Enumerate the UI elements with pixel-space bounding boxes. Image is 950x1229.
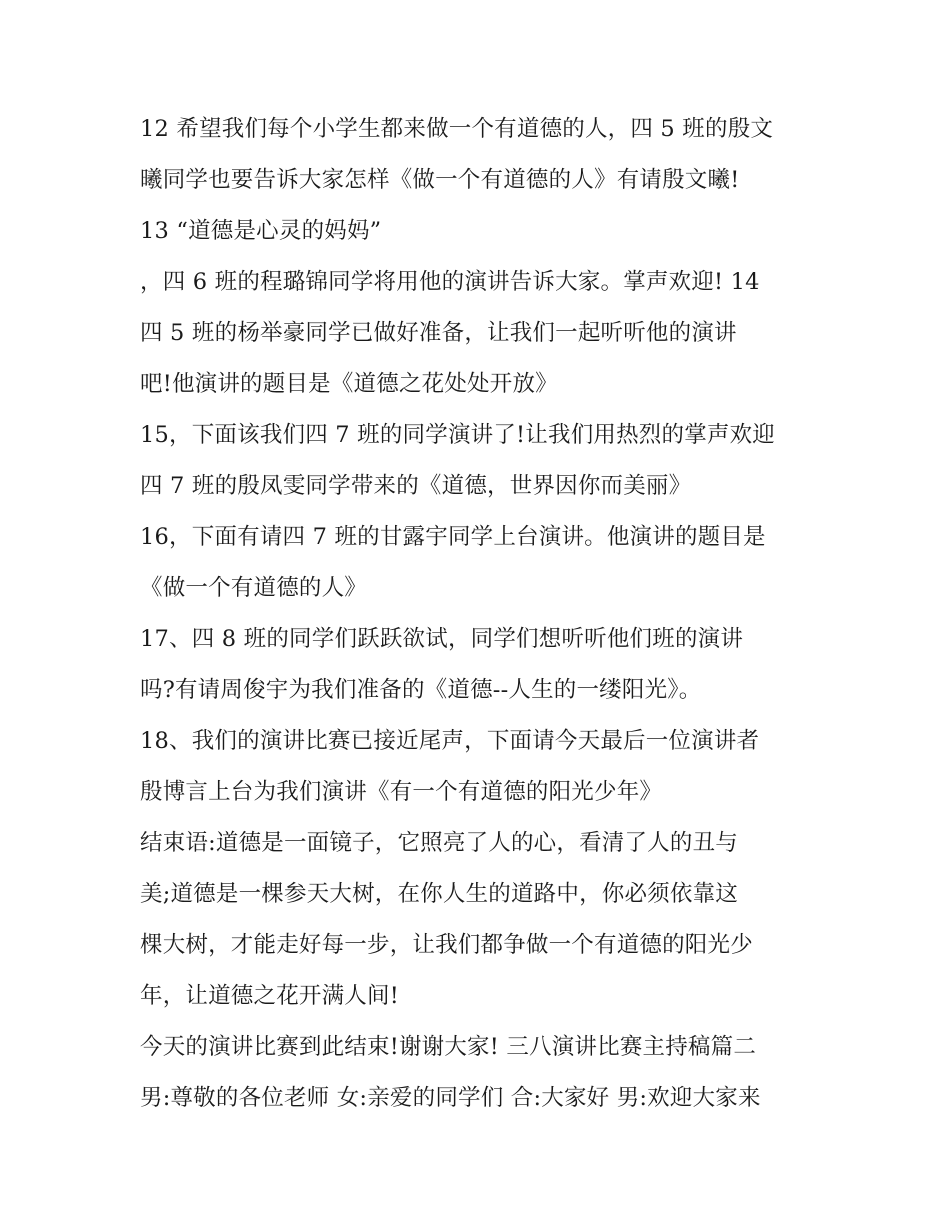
text-line: 殷博言上台为我们演讲《有一个有道德的阳光少年》 [140,779,663,805]
text-line: 17、四 8 班的同学们跃跃欲试，同学们想听听他们班的演讲 [140,626,744,652]
text-line: 四 5 班的杨举豪同学已做好准备，让我们一起听听他的演讲 [140,320,737,346]
text-line: 12 希望我们每个小学生都来做一个有道德的人，四 5 班的殷文 [140,116,774,142]
text-line: 结束语:道德是一面镜子，它照亮了人的心，看清了人的丑与 [140,830,738,856]
text-line: 美;道德是一棵参天大树，在你人生的道路中，你必须依靠这 [140,881,738,907]
document-body [140,104,820,1124]
text-line: 曦同学也要告诉大家怎样《做一个有道德的人》有请殷文曦! [140,167,740,193]
text-line: ，四 6 班的程璐锦同学将用他的演讲告诉大家。掌声欢迎! 14 [140,269,760,295]
text-line: 年，让道德之花开满人间! [140,983,399,1009]
text-line: 16，下面有请四 7 班的甘露宇同学上台演讲。他演讲的题目是 [140,524,766,550]
text-line: 吧!他演讲的题目是《道德之花处处开放》 [140,371,558,397]
text-line: 男:尊敬的各位老师 女:亲爱的同学们 合:大家好 男:欢迎大家来 [140,1085,761,1111]
text-line: 15，下面该我们四 7 班的同学演讲了!让我们用热烈的掌声欢迎 [140,422,775,448]
text-line: 13 “道德是心灵的妈妈” [140,218,382,244]
text-line: 吗?有请周俊宇为我们准备的《道德--人生的一缕阳光》。 [140,677,702,703]
text-line: 今天的演讲比赛到此结束!谢谢大家! 三八演讲比赛主持稿篇二 [140,1034,757,1060]
text-line: 四 7 班的殷凤雯同学带来的《道德，世界因你而美丽》 [140,473,692,499]
text-line: 18、我们的演讲比赛已接近尾声，下面请今天最后一位演讲者 [140,728,760,754]
text-line: 棵大树，才能走好每一步，让我们都争做一个有道德的阳光少 [140,932,753,958]
text-line: 《做一个有道德的人》 [140,575,368,601]
